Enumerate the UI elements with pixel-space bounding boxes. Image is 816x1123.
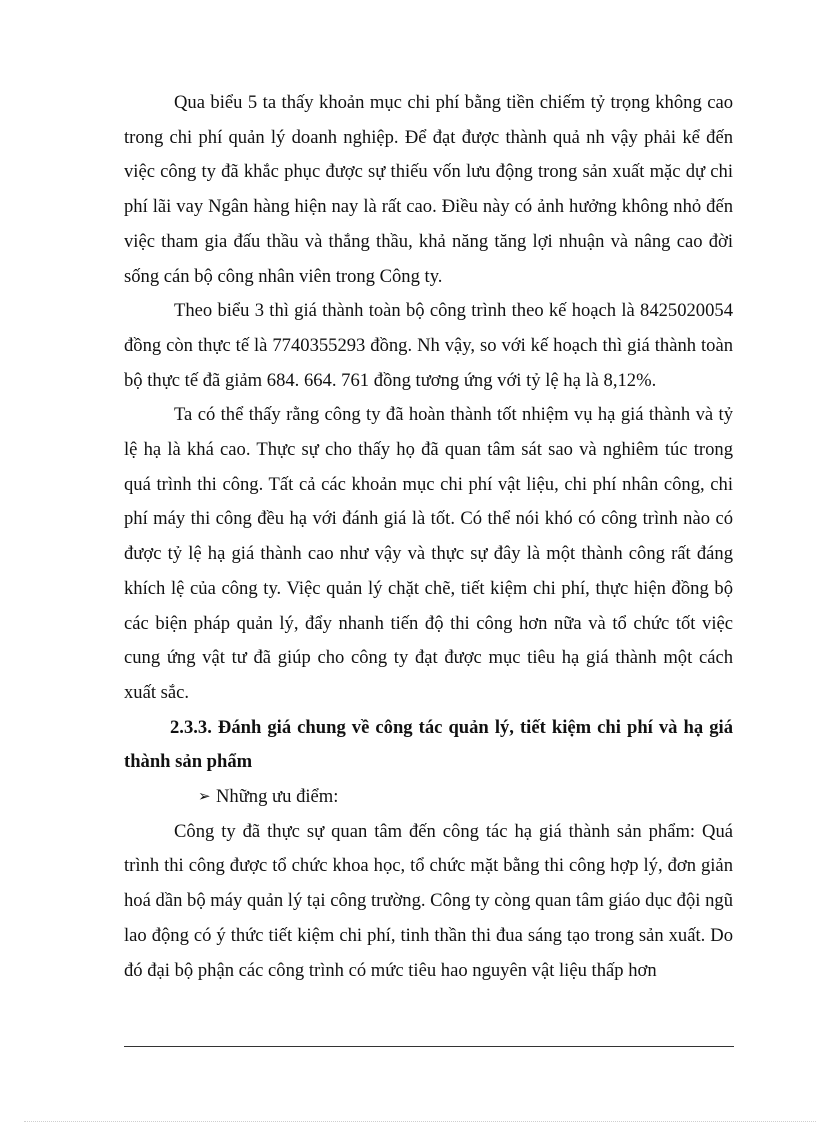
paragraph-construction-cost: Theo biểu 3 thì giá thành toàn bộ công trình theo kế hoạch là 8425020054 đồng còn thực tế là 7740355293 đồng. Nh vậy, so với kế hoạch thì giá thành toàn bộ thực tế đã giảm 684. 664. 761 đồng tương ứng với tỷ lệ hạ là 8,12%. — [124, 300, 733, 391]
paragraph-advantages: Công ty đã thực sự quan tâm đến công tác hạ giá thành sản phẩm: Quá trình thi công được tổ chức khoa học, tổ chức mặt bằng thi công hợp lý, đơn giản hoá dần bộ máy quản lý tại công trường. Công ty còng quan tâm giáo dục đội ngũ lao động có ý thức tiết kiệm chi phí, tinh thần thi đua sáng tạo trong sản xuất. Do đó đại bộ phận các công trình có mức tiêu hao nguyên vật liệu thấp hơn — [124, 820, 733, 981]
arrow-bullet-icon: ➢ — [198, 789, 211, 806]
page-edge-divider — [24, 1121, 816, 1122]
footer-divider — [124, 1046, 734, 1047]
page-body — [124, 86, 733, 988]
paragraph-cost-analysis: Qua biểu 5 ta thấy khoản mục chi phí bằng tiền chiếm tỷ trọng không cao trong chi phí quản lý doanh nghiệp. Để đạt được thành quả nh vậy phải kể đến việc công ty đã khắc phục được sự thiếu vốn lưu động trong sản xuất mặc dự chi phí lãi vay Ngân hàng hiện nay là rất cao. Điều này có ảnh hưởng không nhỏ đến việc tham gia đấu thầu và thắng thầu, khả năng tăng lợi nhuận và nâng cao đời sống cán bộ công nhân viên trong Công ty. — [124, 92, 733, 287]
bullet-item-advantages — [124, 780, 733, 815]
bullet-label: Những ưu điểm: — [216, 786, 339, 808]
section-heading: 2.3.3. Đánh giá chung về công tác quản lý, tiết kiệm chi phí và hạ giá thành sản phẩm — [124, 716, 733, 773]
paragraph-cost-reduction: Ta có thể thấy rằng công ty đã hoàn thành tốt nhiệm vụ hạ giá thành và tỷ lệ hạ là khá cao. Thực sự cho thấy họ đã quan tâm sát sao và nghiêm túc trong quá trình thi công. Tất cả các khoản mục chi phí vật liệu, chi phí nhân công, chi phí máy thi công đều hạ với đánh giá là tốt. Có thể nói khó có công trình nào có được tỷ lệ hạ giá thành cao như vậy và thực sự đây là một thành công rất đáng khích lệ của công ty. Việc quản lý chặt chẽ, tiết kiệm chi phí, thực hiện đồng bộ các biện pháp quản lý, đẩy nhanh tiến độ thi công hơn nữa và tổ chức tốt việc cung ứng vật tư đã giúp cho công ty đạt được mục tiêu hạ giá thành một cách xuất sắc. — [124, 404, 733, 703]
